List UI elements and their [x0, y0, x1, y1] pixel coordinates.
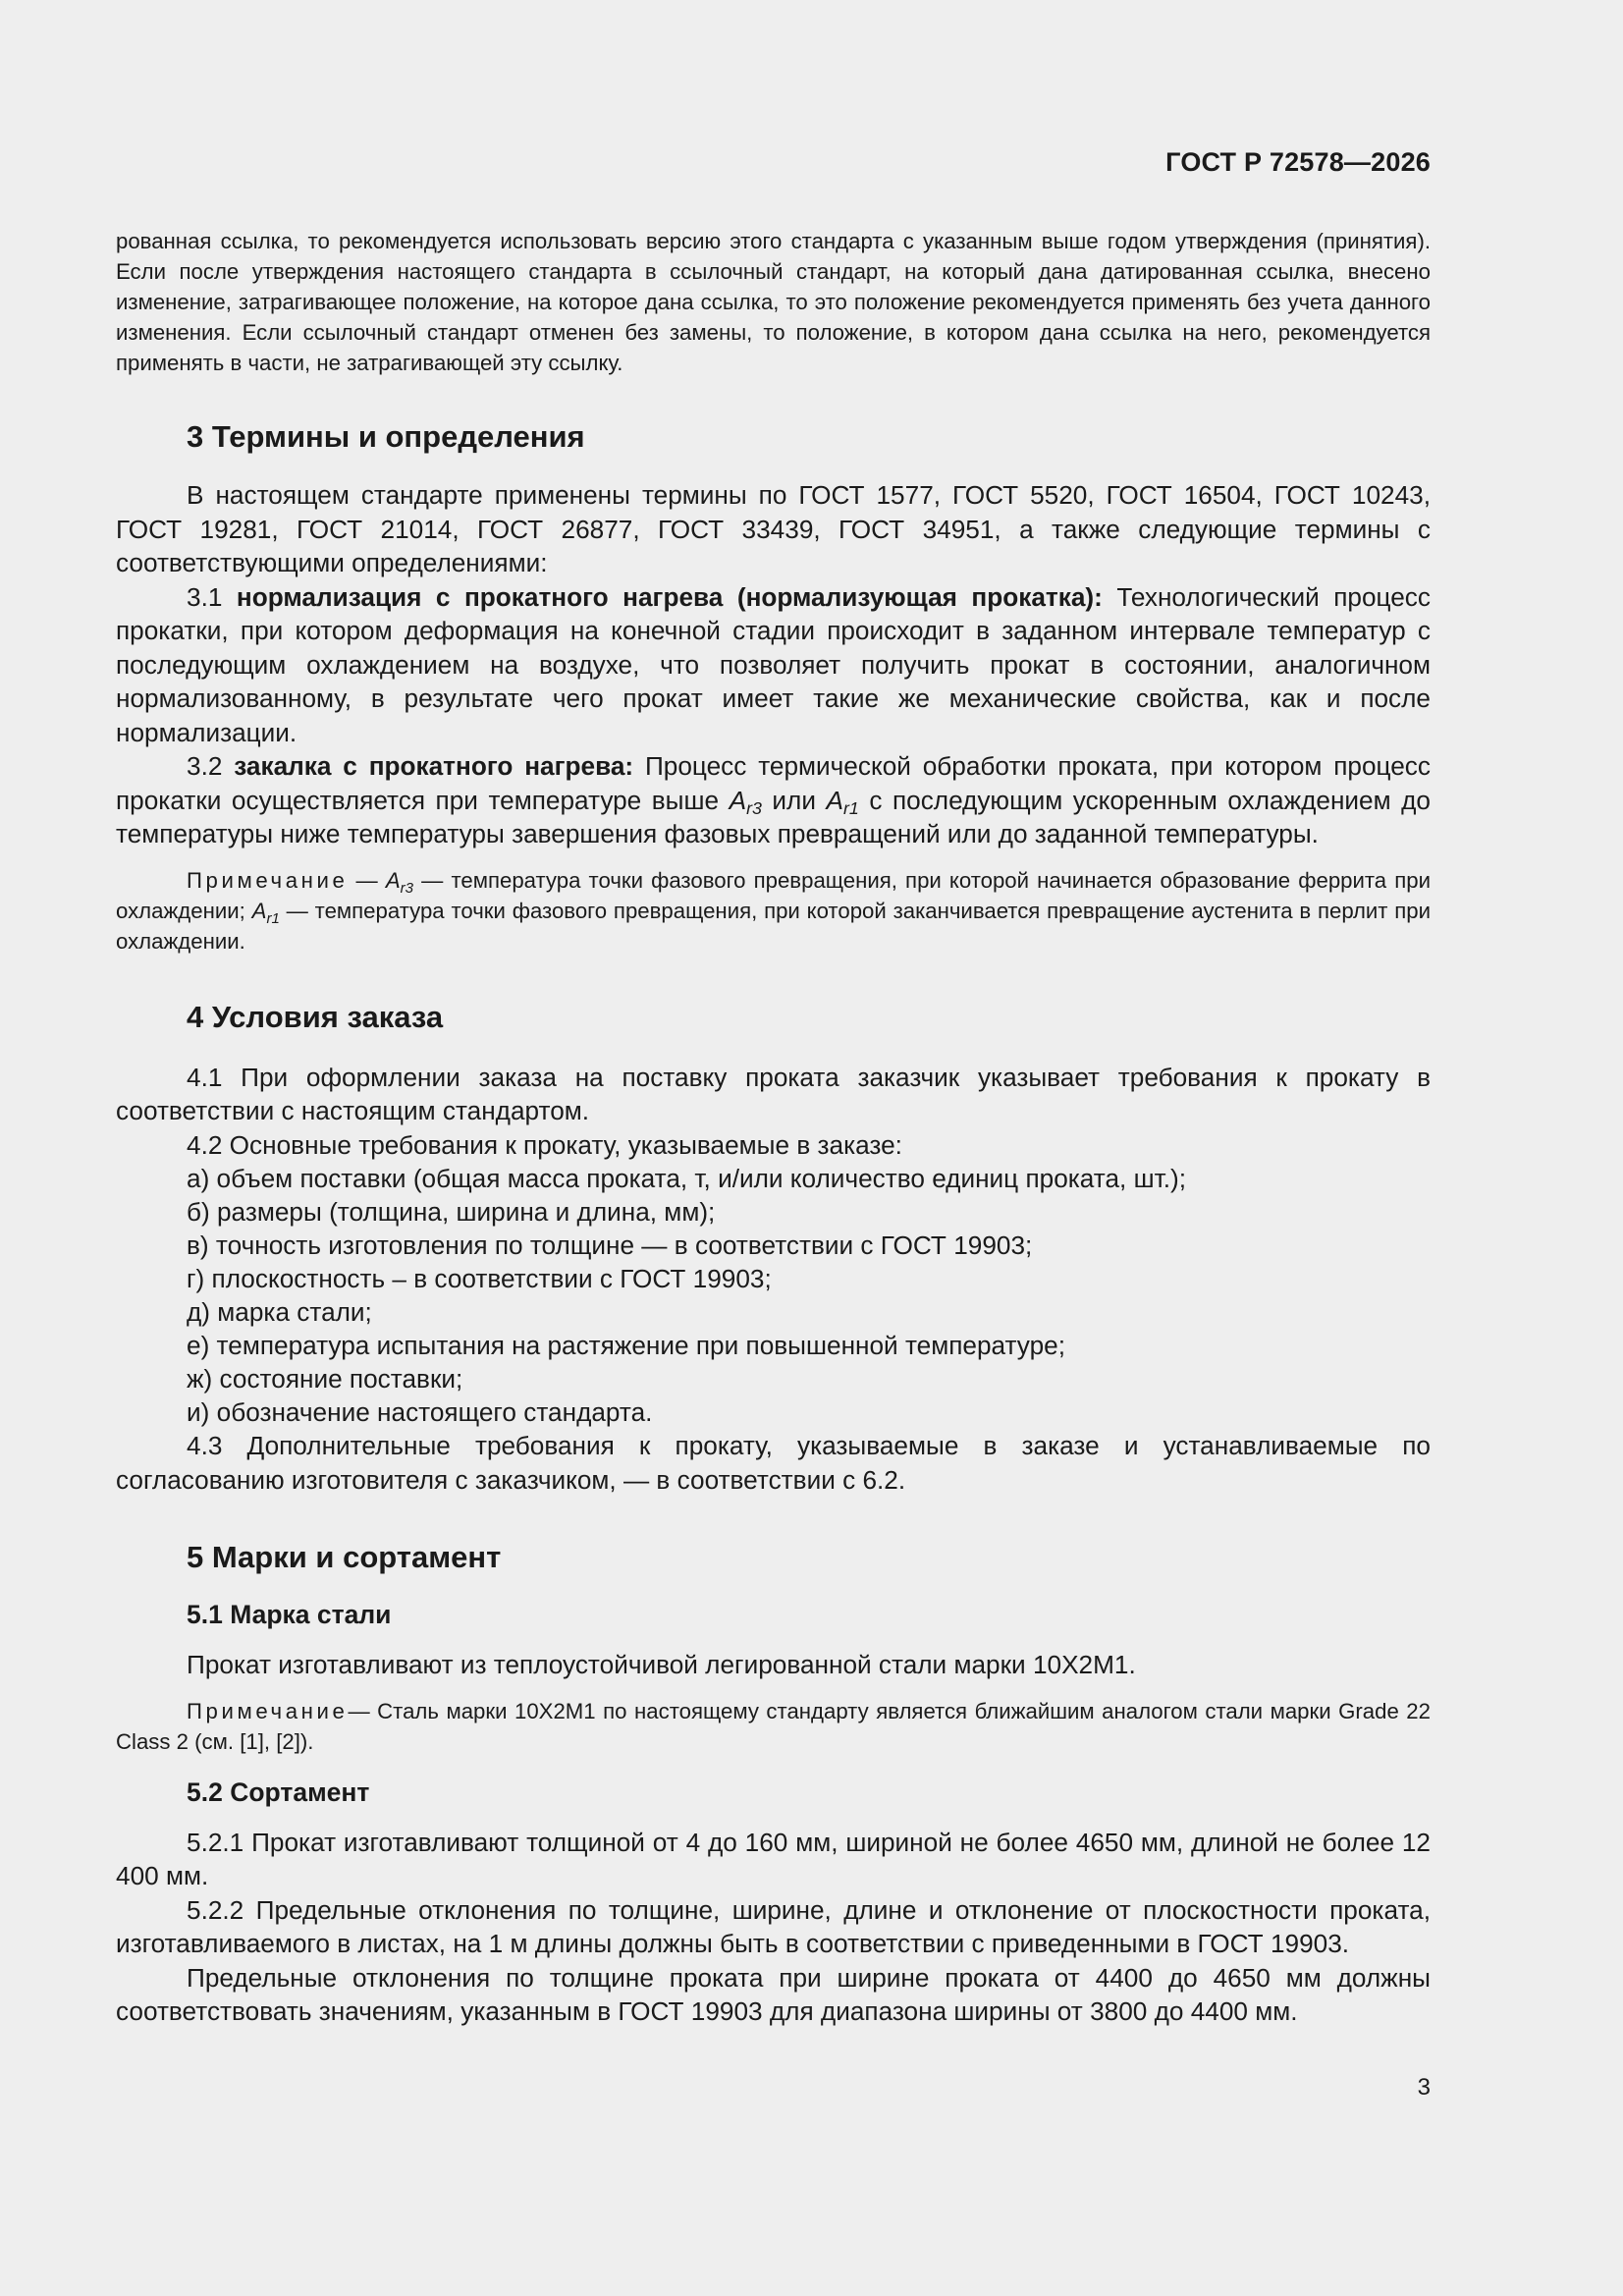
term-3-2-definition-b: или — [761, 785, 827, 815]
clause-4-3: 4.3 Дополнительные требования к прокату, указываемые в заказе и устанавливаемые по согласованию изготовителя с заказчиком, — в соответствии с 6.2. — [116, 1431, 1431, 1495]
list-item: б) размеры (толщина, ширина и длина, мм); — [187, 1197, 716, 1227]
section-4-title: 4 Условия заказа — [187, 999, 444, 1034]
term-3-2-definition-c: с последующим ускоренным охлаждением до температуры ниже температуры завершения фазовых превращений или до заданной температуры. — [116, 785, 1431, 848]
clause-4-1: 4.1 При оформлении заказа на поставку проката заказчик указывает требования к прокату в соответствии с настоящим стандартом. — [116, 1062, 1431, 1125]
document-page — [116, 0, 1431, 2296]
subsection-5-2-title: 5.2 Сортамент — [187, 1777, 370, 1807]
clause-4-2: 4.2 Основные требования к прокату, указываемые в заказе: — [187, 1129, 902, 1160]
section-3-intro: В настоящем стандарте применены термины по ГОСТ 1577, ГОСТ 5520, ГОСТ 16504, ГОСТ 10243, ГОСТ 19281, ГОСТ 21014, ГОСТ 26877, ГОСТ 33439, ГОСТ 34951, а также следующие термины с соответствующими определениями: — [116, 480, 1431, 577]
subsection-5-1-title: 5.1 Марка стали — [187, 1600, 392, 1629]
term-3-2 — [116, 749, 1431, 851]
term-3-1-number: 3.1 — [187, 581, 237, 612]
order-requirements-list — [116, 1162, 1431, 1429]
list-item: и) обозначение настоящего стандарта. — [187, 1397, 653, 1427]
term-3-1-definition: Технологический процесс прокатки, при котором деформация на конечной стадии происходит в заданном интервале температур с последующим охлаждением на воздухе, что позволяет получить прокат в состоянии, аналогичном нормализованному, в результате чего прокат имеет такие же механические свойства, как и после нормализации. — [116, 581, 1431, 747]
section-3-title: 3 Термины и определения — [187, 419, 585, 454]
list-item: в) точность изготовления по толщине — в соответствии с ГОСТ 19903; — [187, 1230, 1033, 1260]
page-number: 3 — [1417, 2074, 1431, 2101]
symbol-ar3: $A_{r3}$ — [729, 785, 762, 818]
document-body — [116, 226, 1431, 2029]
document-header: ГОСТ Р 72578—2026 — [1165, 147, 1431, 177]
list-item: а) объем поставки (общая масса проката, т, и/или количество единиц проката, шт.); — [187, 1164, 1186, 1193]
list-item: г) плоскостность – в соответствии с ГОСТ 19903; — [187, 1264, 772, 1293]
section-5-title: 5 Марки и сортамент — [187, 1540, 502, 1574]
clause-5-2-2-continued: Предельные отклонения по толщине проката при ширине проката от 4400 до 4650 мм должны соответствовать значениям, указанным в ГОСТ 19903 для диапазона ширины от 3800 до 4400 мм. — [116, 1962, 1431, 2026]
list-item: е) температура испытания на растяжение при повышенной температуре; — [187, 1331, 1066, 1360]
term-3-2-number: 3.2 — [187, 751, 235, 781]
note-symbol-ar3: $A_{r3}$ — [385, 867, 414, 897]
term-3-1-term: нормализация с прокатного нагрева (нормализующая прокатка): — [236, 581, 1103, 612]
clause-5-1-text: Прокат изготавливают из теплоустойчивой легированной стали марки 10Х2М1. — [187, 1650, 1136, 1679]
section-5-note: Примечание— Сталь марки 10Х2М1 по настоящему стандарту является ближайшим аналогом стали марки Grade 22 Class 2 (см. [1], [2]). — [116, 1698, 1431, 1754]
note-label: Примечание — [187, 1698, 349, 1723]
clause-5-2-2: 5.2.2 Предельные отклонения по толщине, ширине, длине и отклонение от плоскостности проката, изготавливаемого в листах, на 1 м длины должны быть в соответствии с приведенными в ГОСТ 19903. — [116, 1894, 1431, 1958]
term-3-2-definition-a: Процесс термической обработки проката, при котором процесс прокатки осуществляется при температуре выше — [116, 751, 1431, 815]
clause-5-2-1: 5.2.1 Прокат изготавливают толщиной от 4 до 160 мм, шириной не более 4650 мм, длиной не более 12 400 мм. — [116, 1827, 1431, 1890]
note-symbol-ar1: $A_{r1}$ — [251, 898, 280, 927]
note-label: Примечание — [187, 867, 349, 893]
term-3-2-term: закалка с прокатного нагрева: — [234, 751, 634, 781]
intro-paragraph: рованная ссылка, то рекомендуется использовать версию этого стандарта с указанным выше годом утверждения (принятия). Если после утверждения настоящего стандарта в ссылочный стандарт, на который дана датированная ссылка, внесено изменение, затрагивающее положение, на которое дана ссылка, то это положение рекомендуется применять без учета данного изменения. Если ссылочный стандарт отменен без замены, то положение, в котором дана ссылка на него, рекомендуется применять в части, не затрагивающей эту ссылку. — [116, 229, 1431, 375]
list-item: ж) состояние поставки; — [187, 1364, 463, 1394]
symbol-ar1: $A_{r1}$ — [826, 785, 859, 818]
section-3-note: Примечание — $A_{r3}$ — температура точки фазового превращения, при которой начинается образование феррита при охлаждении; $A_{r1}$ — температура точки фазового превращения, при которой заканчивается превращение аустенита в перлит при охлаждении. — [116, 867, 1432, 954]
list-item: д) марка стали; — [187, 1297, 372, 1327]
term-3-1 — [116, 580, 1431, 750]
